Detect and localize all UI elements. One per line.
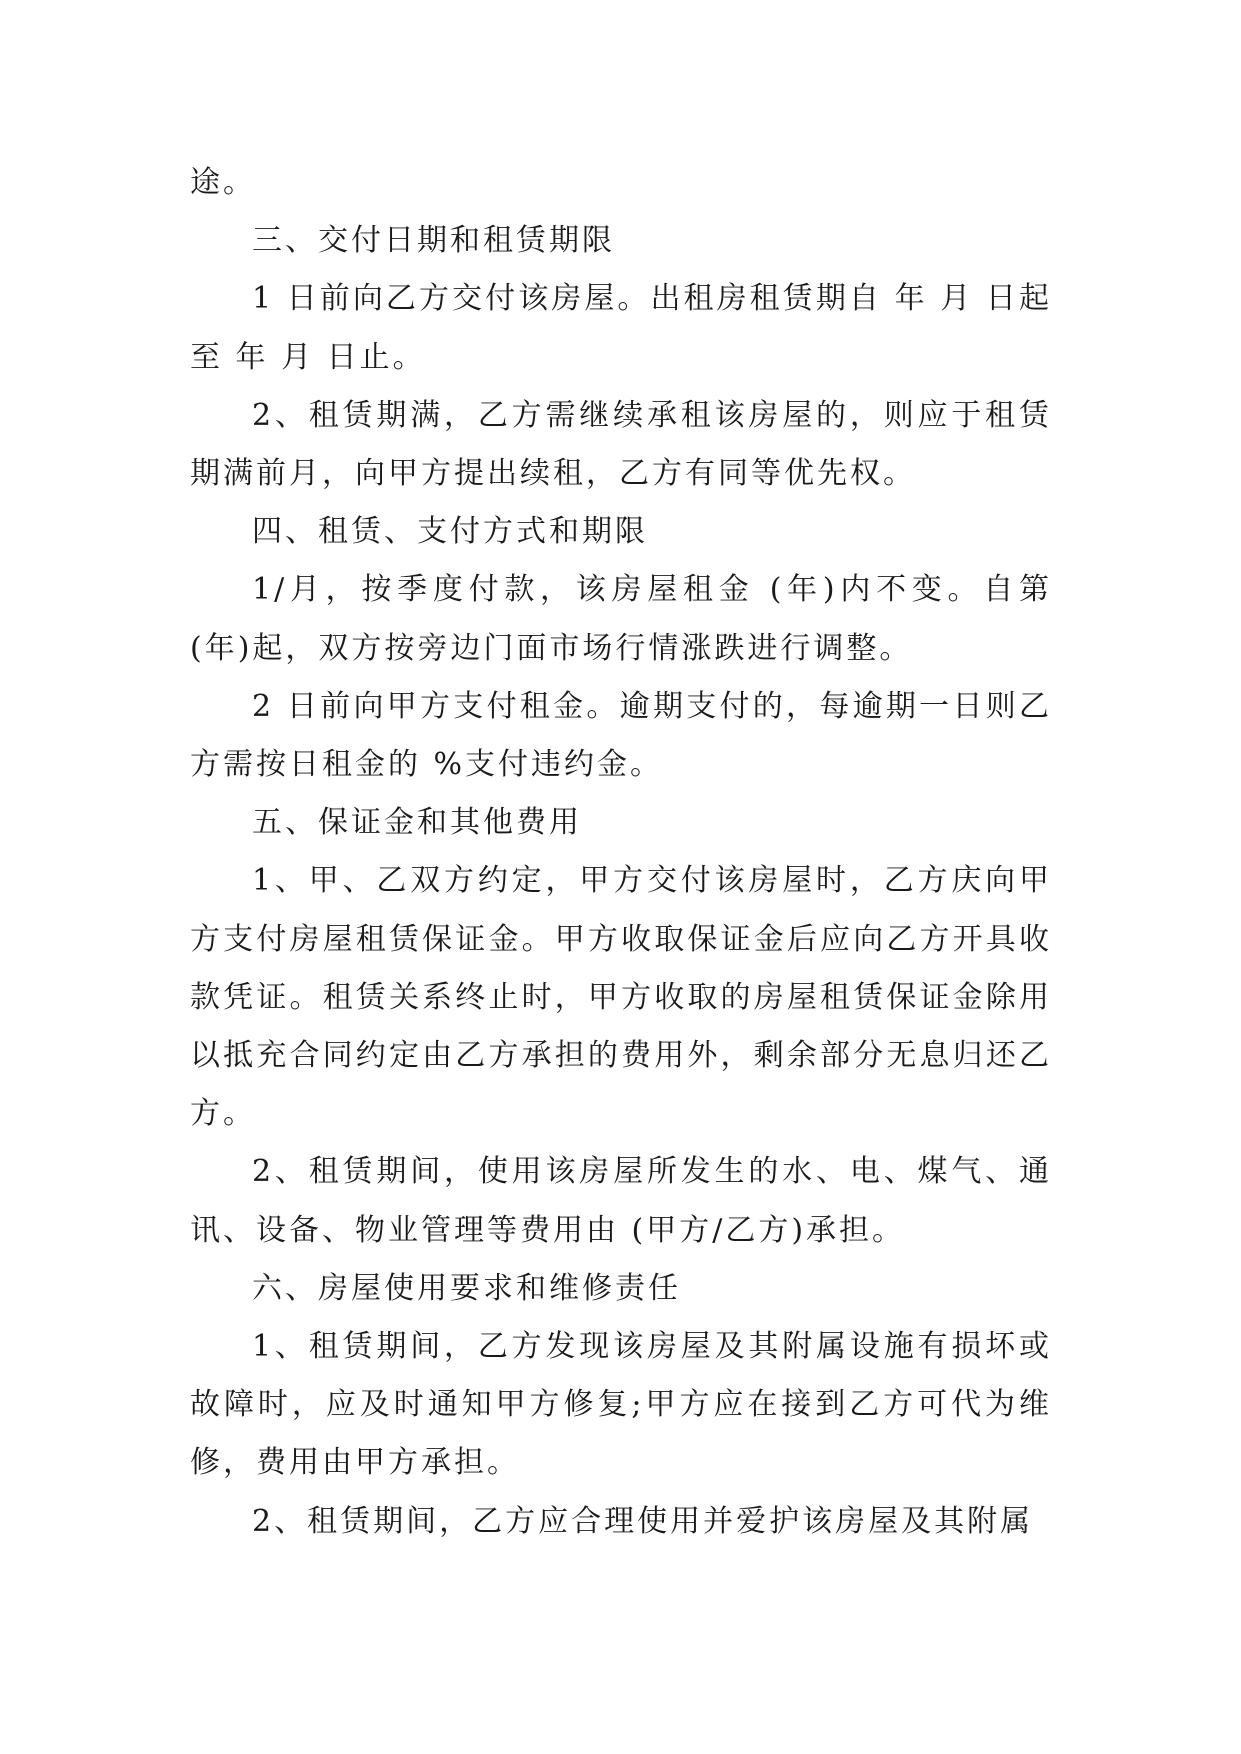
section-heading: 五、保证金和其他费用 xyxy=(252,805,582,841)
paragraph: 1、租赁期间，乙方发现该房屋及其附属设施有损坏或故障时，应及时通知甲方修复;甲方应在接到乙方可代为维修，费用由甲方承担。 xyxy=(190,1329,1052,1481)
paragraph: 2、租赁期间，使用该房屋所发生的水、电、煤气、通讯、设备、物业管理等费用由 (甲方/乙方)承担。 xyxy=(190,1154,1052,1248)
section-heading: 六、房屋使用要求和维修责任 xyxy=(252,1270,681,1306)
paragraph: 2、租赁期间，乙方应合理使用并爱护该房屋及其附属 xyxy=(252,1503,1034,1539)
paragraph: 途。 xyxy=(190,165,256,200)
paragraph: 2、租赁期满，乙方需继续承租该房屋的，则应于租赁期满前月，向甲方提出续租，乙方有同等优先权。 xyxy=(190,397,1052,492)
document-body xyxy=(190,154,1052,1551)
section-heading: 四、租赁、支付方式和期限 xyxy=(252,514,648,550)
paragraph: 1、甲、乙双方约定，甲方交付该房屋时，乙方庆向甲方支付房屋租赁保证金。甲方收取保证金后应向乙方开具收款凭证。租赁关系终止时，甲方收取的房屋租赁保证金除用以抵充合同约定由乙方承担的费用外，剩余部分无息归还乙方。 xyxy=(190,863,1052,1132)
section-heading: 三、交付日期和租赁期限 xyxy=(252,223,615,259)
paragraph: 1/月，按季度付款，该房屋租金 (年)内不变。自第 (年)起，双方按旁边门面市场行情涨跌进行调整。 xyxy=(190,572,1052,666)
paragraph: 2 日前向甲方支付租金。逾期支付的，每逾期一日则乙方需按日租金的 %支付违约金。 xyxy=(190,688,1052,783)
paragraph: 1 日前向乙方交付该房屋。出租房租赁期自 年 月 日起至 年 月 日止。 xyxy=(190,281,1052,375)
